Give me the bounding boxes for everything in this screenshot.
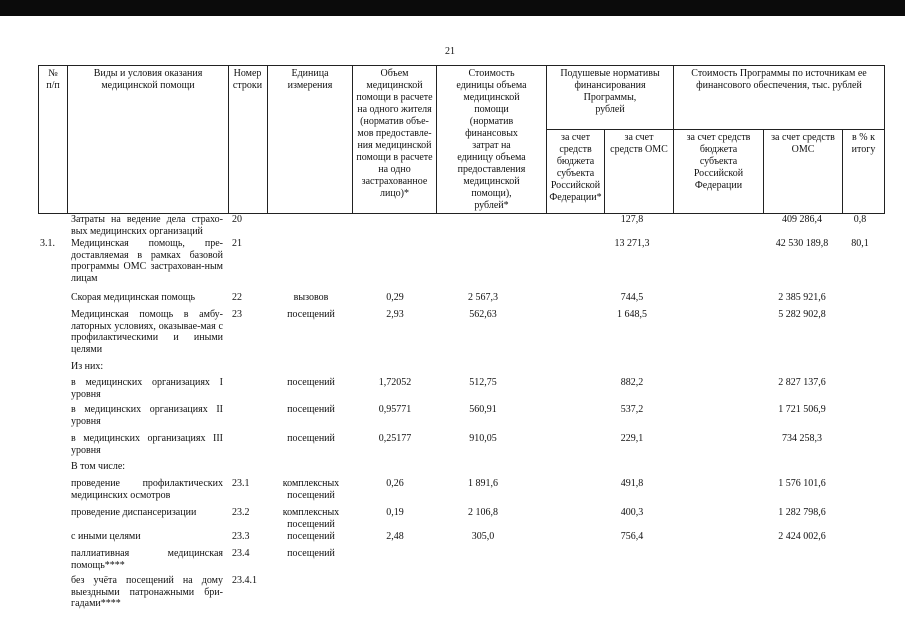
row-volume: 0,29	[386, 292, 404, 303]
row-name: Медицинская помощь в амбу-латорных условиях, оказывае-мая с профилактическими и иными целями	[71, 309, 223, 355]
row-volume: 0,25177	[378, 433, 412, 444]
row-cost-oms: 409 286,4	[782, 214, 822, 225]
row-line-number: 23.4.1	[232, 575, 257, 586]
row-name: паллиативная медицинская помощь****	[71, 548, 223, 571]
row-unit-cost: 910,05	[469, 433, 497, 444]
row-cost-oms: 2 385 921,6	[778, 292, 826, 303]
row-unit: посещений	[287, 548, 335, 559]
row-line-number: 23.3	[232, 531, 250, 542]
row-cost-oms: 1 721 506,9	[778, 404, 826, 415]
row-cost-oms: 734 258,3	[782, 433, 822, 444]
row-line-number: 22	[232, 292, 242, 303]
row-cost-oms: 2 424 002,6	[778, 531, 826, 542]
row-name: с иными целями	[71, 531, 141, 542]
row-volume: 0,19	[386, 507, 404, 518]
row-unit-cost: 512,75	[469, 377, 497, 388]
header-norm-oms: за счет средств ОМС	[610, 132, 668, 155]
row-name: Из них:	[71, 361, 104, 372]
row-cost-oms: 2 827 137,6	[778, 377, 826, 388]
row-cost-oms: 1 576 101,6	[778, 478, 826, 489]
row-name: Медицинская помощь, пре-доставляемая в рамках базовой программы ОМС застрахован-ным лицам	[71, 238, 223, 284]
row-name: проведение профилактических медицинских осмотров	[71, 478, 223, 501]
row-name: Затраты на ведение дела страхо-вых медицинских организаций	[71, 214, 223, 237]
row-norm-oms: 491,8	[620, 478, 644, 489]
row-name: Скорая медицинская помощь	[71, 292, 196, 303]
row-cost-oms: 42 530 189,8	[775, 238, 829, 249]
row-volume: 1,72052	[378, 377, 412, 388]
row-norm-oms: 756,4	[620, 531, 644, 542]
row-unit: посещений	[287, 377, 335, 388]
header-col-volume: Объем медицинской помощи в расчете на одного жителя (норматив объе- мов предоставле- ния медицинской помощи в расчете на одно застрахованное лицо)*	[356, 68, 433, 199]
header-norm-budget: за счет средств бюджета субъекта Российской Федерации*	[549, 132, 602, 203]
row-unit-cost: 560,91	[469, 404, 497, 415]
row-name: проведение диспансеризации	[71, 507, 197, 518]
row-name: без учёта посещений на дому выездными патронажными бри-гадами****	[71, 575, 223, 609]
row-cost-oms: 5 282 902,8	[778, 309, 826, 320]
row-unit: посещений	[287, 404, 335, 415]
header-group-cost: Стоимость Программы по источникам ее финансового обеспечения, тыс. рублей	[691, 68, 867, 91]
row-line-number: 21	[232, 238, 242, 249]
row-norm-oms: 882,2	[620, 377, 644, 388]
row-volume: 0,26	[386, 478, 404, 489]
page-number: 21	[445, 46, 455, 57]
row-cost-oms: 1 282 798,6	[778, 507, 826, 518]
row-unit-cost: 1 891,6	[468, 478, 498, 489]
row-unit: вызовов	[293, 292, 329, 303]
row-line-number: 23	[232, 309, 242, 320]
scan-top-edge	[0, 0, 905, 16]
row-norm-oms: 13 271,3	[614, 238, 650, 249]
header-col-types: Виды и условия оказания медицинской помощи	[93, 68, 203, 91]
row-volume: 0,95771	[378, 404, 412, 415]
row-norm-oms: 537,2	[620, 404, 644, 415]
row-name: в медицинских организациях II уровня	[71, 404, 223, 427]
row-name: в медицинских организациях III уровня	[71, 433, 223, 456]
row-name: в медицинских организациях I уровня	[71, 377, 223, 400]
row-unit-cost: 2 106,8	[468, 507, 498, 518]
row-line-number: 23.1	[232, 478, 250, 489]
row-unit: комплексных посещений	[282, 478, 340, 501]
row-unit: посещений	[287, 433, 335, 444]
row-unit: посещений	[287, 309, 335, 320]
row-volume: 2,48	[386, 531, 404, 542]
row-unit-cost: 2 567,3	[468, 292, 498, 303]
row-line-number: 23.2	[232, 507, 250, 518]
row-num: 3.1.	[40, 238, 55, 249]
row-unit-cost: 562,63	[469, 309, 497, 320]
row-name: В том числе:	[71, 461, 126, 472]
row-norm-oms: 400,3	[620, 507, 644, 518]
row-norm-oms: 127,8	[620, 214, 644, 225]
header-col-row: Номер строки	[232, 68, 263, 91]
row-pct: 80,1	[851, 238, 869, 249]
header-col-unit: Единица измерения	[287, 68, 333, 91]
row-norm-oms: 1 648,5	[617, 309, 647, 320]
header-group-norm: Подушевые нормативы финансирования Программы, рублей	[560, 68, 660, 115]
row-norm-oms: 744,5	[620, 292, 644, 303]
row-unit-cost: 305,0	[471, 531, 495, 542]
row-unit: комплексных посещений	[282, 507, 340, 530]
header-col-num: № п/п	[46, 68, 60, 91]
row-unit: посещений	[287, 531, 335, 542]
row-line-number: 23.4	[232, 548, 250, 559]
header-col-cost: Стоимость единицы объема медицинской помощи (норматив финансовых затрат на единицу объема предоставления медицинской помощи), рублей*	[456, 68, 527, 211]
header-cost-oms: за счет средств ОМС	[771, 132, 835, 155]
row-norm-oms: 229,1	[620, 433, 644, 444]
row-line-number: 20	[232, 214, 242, 225]
header-cost-pct: в % к итогу	[851, 132, 876, 155]
header-cost-budget: за счет средств бюджета субъекта Российской Федерации	[686, 132, 751, 191]
row-pct: 0,8	[853, 214, 867, 225]
row-volume: 2,93	[386, 309, 404, 320]
